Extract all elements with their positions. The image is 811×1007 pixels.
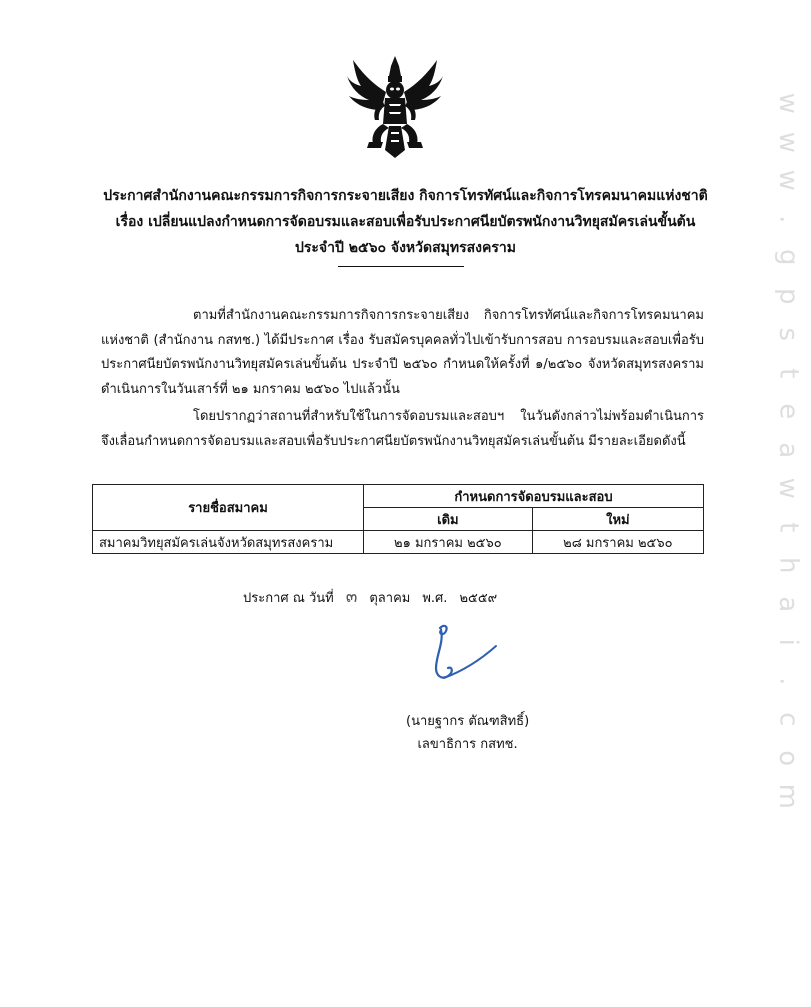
handwritten-signature <box>430 622 500 684</box>
declaration-year: ๒๕๕๙ <box>459 591 498 606</box>
website-watermark <box>770 84 806 984</box>
watermark-letter: i <box>773 638 804 646</box>
body-paragraph-1-text: ตามที่สำนักงานคณะกรรมการกิจการกระจายเสียง กิจการโทรทัศน์และกิจการโทรคมนาคมแห่งชาติ (สำนักงาน กสทช.) ได้มีประกาศ เรื่อง รับสมัครบุคคลทั่วไปเข้ารับการสอบ การอบรมและสอบเพื่อรับประกาศนียบัตรพนักงานวิทยุสมัครเล่นขั้นต้น ประจำปี ๒๕๖๐ กำหนดให้ครั้งที่ ๑/๒๕๖๐ จังหวัดสมุทรสงคราม ดำเนินการในวันเสาร์ที่ ๒๑ มกราคม ๒๕๖๐ ไปแล้วนั้น <box>101 308 704 397</box>
watermark-letter: t <box>773 521 804 532</box>
watermark-letter: o <box>773 749 804 766</box>
announcement-subject: เรื่อง เปลี่ยนแปลงกำหนดการจัดอบรมและสอบเพื่อรับประกาศนียบัตรพนักงานวิทยุสมัครเล่นขั้นต้น <box>115 214 696 230</box>
body-paragraph-2-text: โดยปรากฏว่าสถานที่สำหรับใช้ในการจัดอบรมและสอบฯ ในวันดังกล่าวไม่พร้อมดำเนินการ จึงเลื่อนกำหนดการจัดอบรมและสอบเพื่อรับประกาศนียบัตรพนักงานวิทยุสมัครเล่นขั้นต้น มีรายละเอียดดังนี้ <box>101 409 704 449</box>
watermark-letter: c <box>773 712 804 727</box>
header-schedule: กำหนดการจัดอบรมและสอบ <box>364 485 704 508</box>
watermark-letter: h <box>773 557 804 574</box>
header-old-date: เดิม <box>364 508 533 531</box>
watermark-letter: p <box>773 287 804 305</box>
watermark-letter: w <box>773 92 804 114</box>
watermark-letter: w <box>773 477 804 499</box>
watermark-letter: e <box>773 403 804 420</box>
announcement-subject-year: ประจำปี ๒๕๖๐ จังหวัดสมุทรสงคราม <box>295 240 516 256</box>
header-new-date: ใหม่ <box>532 508 703 531</box>
new-date-cell: ๒๘ มกราคม ๒๕๖๐ <box>532 531 703 554</box>
table-header-row <box>93 485 704 508</box>
watermark-letter: t <box>773 367 804 378</box>
watermark-letter: . <box>773 214 804 223</box>
declaration-prefix: ประกาศ ณ วันที่ <box>243 591 334 606</box>
body-paragraph-2 <box>101 405 704 454</box>
garuda-emblem-icon <box>345 54 445 159</box>
header-association: รายชื่อสมาคม <box>93 485 364 531</box>
announcement-title: ประกาศสำนักงานคณะกรรมการกิจการกระจายเสียง กิจการโทรทัศน์และกิจการโทรคมนาคมแห่งชาติ <box>103 188 708 204</box>
signer-block <box>406 710 529 756</box>
watermark-letter: s <box>773 327 804 342</box>
association-cell: สมาคมวิทยุสมัครเล่นจังหวัดสมุทรสงคราม <box>93 531 364 554</box>
declaration-era: พ.ศ. <box>422 591 448 606</box>
watermark-letter: a <box>773 595 804 612</box>
declaration-line <box>243 586 497 610</box>
title-divider <box>338 266 464 267</box>
body-paragraph-1 <box>101 304 704 402</box>
watermark-letter: m <box>773 783 804 809</box>
table-row <box>93 531 704 554</box>
old-date-cell: ๒๑ มกราคม ๒๕๖๐ <box>364 531 533 554</box>
watermark-letter: w <box>773 131 804 153</box>
watermark-letter: . <box>773 676 804 685</box>
schedule-table <box>92 484 704 554</box>
watermark-letter: a <box>773 441 804 458</box>
declaration-day: ๓ <box>345 587 358 607</box>
watermark-letter: w <box>773 169 804 191</box>
watermark-letter: g <box>773 248 804 266</box>
declaration-month: ตุลาคม <box>369 591 411 606</box>
signer-name: (นายฐากร ตัณฑสิทธิ์) <box>406 714 530 729</box>
signer-title: เลขาธิการ กสทช. <box>417 737 518 752</box>
